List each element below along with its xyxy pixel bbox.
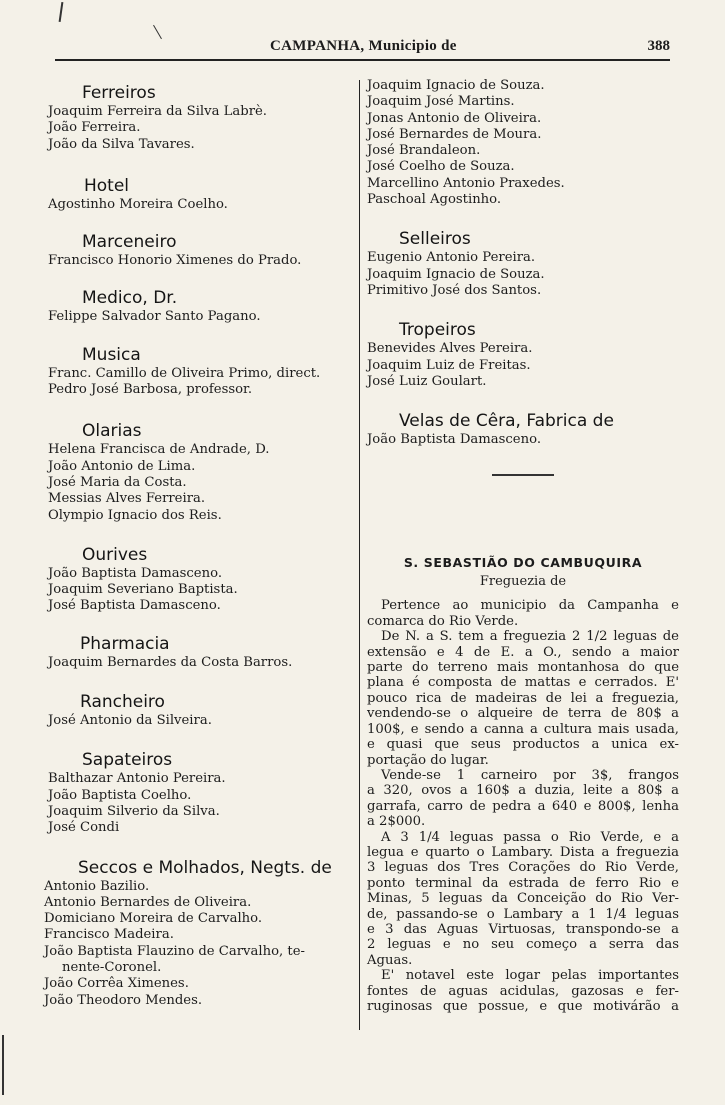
entry: João Corrêa Ximenes.: [44, 976, 189, 992]
entry: Joaquim Severiano Baptista.: [48, 582, 238, 598]
text-line: a 320, ovos a 160$ a duzia, leite a 80$ a: [367, 783, 679, 799]
text-line: parte do terreno mais montanhosa do que: [367, 660, 679, 676]
section-heading: Velas de Cêra, Fabrica de: [399, 411, 614, 432]
text-line: portação do lugar.: [367, 752, 489, 768]
article-paragraph: [367, 629, 679, 768]
article-title: S. SEBASTIÃO DO CAMBUQUIRA: [403, 555, 643, 571]
section-separator: [492, 474, 554, 476]
section-heading: Hotel: [84, 175, 130, 196]
entry: José Luiz Goulart.: [367, 373, 487, 389]
entry: Joaquim Ferreira da Silva Labrè.: [48, 104, 267, 119]
section-heading: Seccos e Molhados, Negts. de: [78, 857, 332, 878]
section-heading: Selleiros: [399, 229, 471, 250]
entry: Francisco Honorio Ximenes do Prado.: [48, 253, 302, 269]
entry: Domiciano Moreira de Carvalho.: [44, 911, 263, 927]
header-rule: [55, 59, 670, 61]
print-mark: [153, 25, 162, 39]
left-column: [44, 82, 356, 1009]
article-subtitle: Freguezia de: [479, 574, 567, 590]
entry: José Condi: [48, 820, 120, 836]
entry: Paschoal Agostinho.: [367, 192, 502, 208]
text-line: comarca do Rio Verde.: [367, 613, 519, 629]
entry: João da Silva Tavares.: [48, 136, 195, 152]
entry: Antonio Bernardes de Oliveira.: [44, 894, 252, 910]
text-line: extensão e 4 de E. a O., sendo a maior: [367, 644, 679, 660]
text-line: Minas, 5 leguas da Conceição do Rio Ver-: [367, 891, 679, 907]
text-line: 100$, e sendo a canna a cultura mais usada,: [367, 721, 679, 737]
page-number: 388: [647, 38, 670, 54]
entry: Joaquim José Martins.: [367, 94, 515, 110]
entry: Franc. Camillo de Oliveira Primo, direct.: [48, 365, 321, 381]
entry: Francisco Madeira.: [44, 927, 174, 943]
text-line: a 2$000.: [367, 814, 426, 830]
print-mark: [59, 2, 64, 22]
entry: Benevides Alves Pereira.: [367, 341, 533, 357]
text-line: vendendo-se o alqueire de terra de 80$ a: [367, 706, 679, 722]
text-line: ponto terminal da estrada de ferro Rio e: [367, 875, 679, 891]
section-heading: Tropeiros: [399, 320, 476, 341]
section-heading: Sapateiros: [82, 750, 173, 771]
text-line: e 3 das Aguas Virtuosas, transpondo-se a: [367, 921, 679, 937]
entry: Jonas Antonio de Oliveira.: [367, 110, 542, 126]
header-title: CAMPANHA, Municipio de: [270, 38, 457, 54]
entry: João Baptista Coelho.: [48, 787, 192, 803]
entry: Messias Alves Ferreira.: [48, 491, 206, 507]
section-heading: Rancheiro: [80, 692, 165, 713]
text-line: pouco rica de madeiras de lei a freguezia,: [367, 690, 679, 706]
text-line: 3 leguas dos Tres Corações do Rio Verde,: [367, 860, 679, 876]
entry: Joaquim Ignacio de Souza.: [367, 266, 545, 282]
entry: José Brandaleon.: [367, 143, 481, 159]
text-line: garrafa, carro de pedra a 640 e 800$, lenha: [367, 798, 679, 814]
text-line: ruginosas que possue, e que motivárão a: [367, 999, 679, 1015]
section-heading: Musica: [82, 344, 141, 365]
entry: Marcellino Antonio Praxedes.: [367, 175, 565, 191]
entry: Antonio Bazilio.: [44, 878, 150, 894]
entry: João Baptista Damasceno.: [367, 432, 542, 448]
entry: Agostinho Moreira Coelho.: [48, 196, 228, 212]
text-line: legua e quarto o Lambary. Dista a freguezia: [367, 844, 679, 860]
edge-mark: [2, 1035, 4, 1095]
entry: Joaquim Luiz de Freitas.: [367, 357, 531, 373]
text-line: Vende-se 1 carneiro por 3$, frangos: [381, 767, 679, 783]
entry: Balthazar Antonio Pereira.: [48, 771, 226, 787]
text-line: plana é composta de mattas e cerrados. E': [367, 675, 679, 691]
article-paragraph: [367, 598, 679, 629]
entry: José Coelho de Souza.: [367, 159, 515, 175]
text-line: Aguas.: [367, 952, 413, 968]
entry: João Antonio de Lima.: [48, 458, 196, 474]
entry: Felippe Salvador Santo Pagano.: [48, 309, 261, 325]
entry: Helena Francisca de Andrade, D.: [48, 442, 270, 458]
text-line: Pertence ao municipio da Campanha e: [381, 598, 679, 614]
section-heading: Ourives: [82, 544, 148, 565]
text-line: 2 leguas e no seu começo a serra das: [367, 937, 679, 953]
section-heading: Medico, Dr.: [82, 288, 178, 309]
entry: Joaquim Silverio da Silva.: [48, 803, 220, 819]
entry: José Antonio da Silveira.: [48, 713, 212, 729]
section-heading: Olarias: [82, 421, 142, 442]
entry: Primitivo José dos Santos.: [367, 282, 542, 298]
entry: João Ferreira.: [48, 120, 141, 136]
text-line: E' notavel este logar pelas importantes: [381, 968, 679, 984]
text-line: De N. a S. tem a freguezia 2 1/2 leguas de: [381, 629, 679, 645]
article-paragraph: [367, 830, 679, 969]
entry: João Baptista Damasceno.: [48, 565, 223, 581]
right-column: [367, 78, 679, 1014]
entry: Joaquim Bernardes da Costa Barros.: [48, 654, 293, 670]
entry: José Baptista Damasceno.: [48, 598, 221, 614]
section-heading: Marceneiro: [82, 232, 177, 253]
entry: Eugenio Antonio Pereira.: [367, 250, 536, 266]
entry: José Bernardes de Moura.: [367, 126, 542, 142]
text-line: e quasi que seus productos a unica ex-: [367, 737, 679, 753]
article-paragraph: [367, 768, 679, 830]
article-paragraph: [367, 968, 679, 1014]
text-line: fontes de aguas acidulas, gazosas e fer-: [367, 983, 679, 999]
entry: João Theodoro Mendes.: [44, 992, 203, 1008]
entry: Pedro José Barbosa, professor.: [48, 382, 253, 398]
entry: nente-Coronel.: [62, 960, 162, 976]
text-line: A 3 1/4 leguas passa o Rio Verde, e a: [381, 829, 679, 845]
section-heading: Ferreiros: [82, 83, 156, 103]
column-divider: [359, 80, 360, 1030]
section-heading: Pharmacia: [80, 633, 170, 654]
entry: João Baptista Flauzino de Carvalho, te-: [44, 943, 305, 959]
entry: José Maria da Costa.: [48, 474, 187, 490]
text-line: de, passando-se o Lambary a 1 1/4 leguas: [367, 906, 679, 922]
entry: Joaquim Ignacio de Souza.: [367, 78, 545, 93]
entry: Olympio Ignacio dos Reis.: [48, 507, 222, 523]
